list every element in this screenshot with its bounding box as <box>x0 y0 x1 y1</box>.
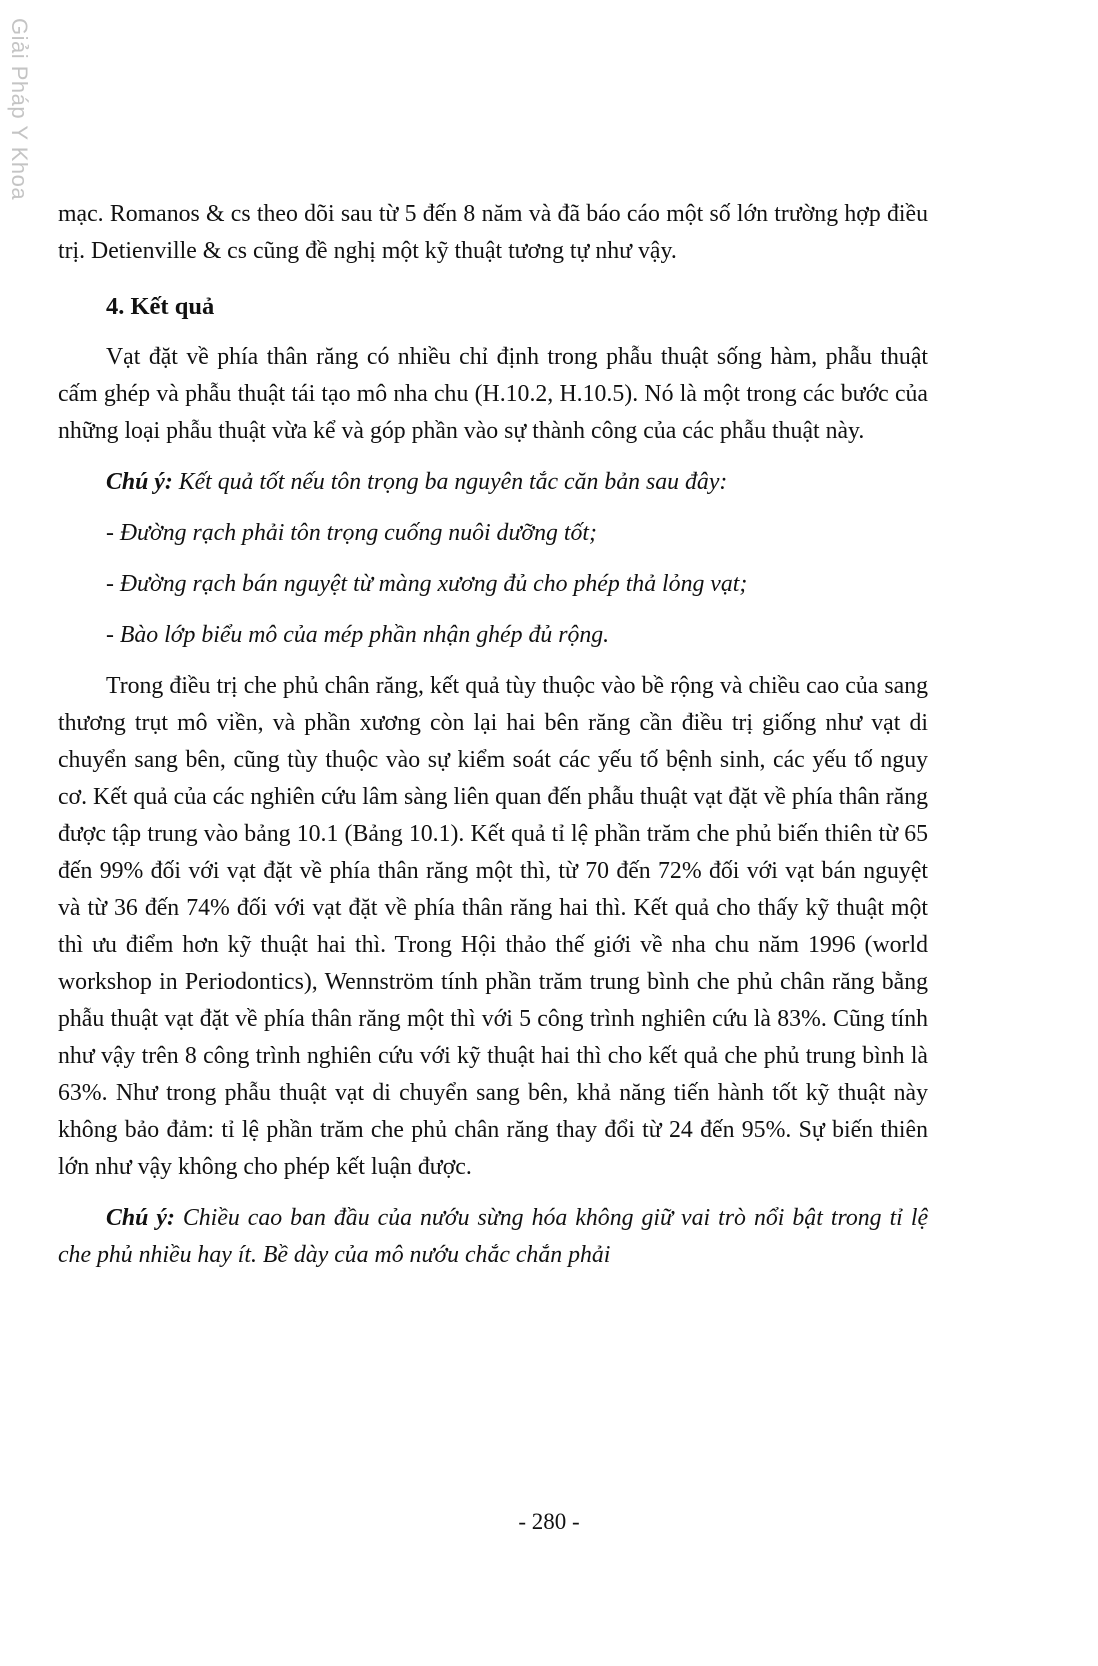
page-body <box>58 196 928 1288</box>
note-1 <box>58 464 928 501</box>
watermark: Giải Pháp Y Khoa <box>7 18 32 201</box>
page-number: - 280 - <box>518 1509 580 1534</box>
note-2-label: Chú ý: <box>106 1205 175 1231</box>
intro-paragraph: mạc. Romanos & cs theo dõi sau từ 5 đến 8 năm và đã báo cáo một số lớn trường hợp điều trị. Detienville & cs cũng đề nghị một kỹ thuật tương tự như vậy. <box>58 201 928 264</box>
paragraph-1: Vạt đặt về phía thân răng có nhiều chỉ định trong phẫu thuật sống hàm, phẫu thuật cấm ghép và phẫu thuật tái tạo mô nha chu (H.10.2, H.10.5). Nó là một trong các bước của những loại phẫu thuật vừa kể và góp phần vào sự thành công của các phẫu thuật này. <box>58 344 928 444</box>
list-item: - Đường rạch phải tôn trọng cuống nuôi dưỡng tốt; <box>106 520 597 546</box>
list-item: - Đường rạch bán nguyệt từ màng xương đủ cho phép thả lỏng vạt; <box>106 571 748 597</box>
paragraph-2: Trong điều trị che phủ chân răng, kết quả tùy thuộc vào bề rộng và chiều cao của sang thương trụt mô viền, và phần xương còn lại hai bên răng cần điều trị giống như vạt di chuyển sang bên, cũng tùy thuộc vào sự kiểm soát các yếu tố bệnh sinh, các yếu tố nguy cơ. Kết quả của các nghiên cứu lâm sàng liên quan đến phẫu thuật vạt đặt về phía thân răng được tập trung vào bảng 10.1 (Bảng 10.1). Kết quả tỉ lệ phần trăm che phủ biến thiên từ 65 đến 99% đối với vạt đặt về phía thân răng một thì, từ 70 đến 72% đối với vạt bán nguyệt và từ 36 đến 74% đối với vạt đặt về phía thân răng hai thì. Kết quả cho thấy kỹ thuật một thì ưu điểm hơn kỹ thuật hai thì. Trong Hội thảo thế giới về nha chu năm 1996 (world workshop in Periodontics), Wennström tính phần trăm trung bình che phủ chân răng bằng phẫu thuật vạt đặt về phía thân răng một thì với 5 công trình nghiên cứu là 83%. Cũng tính như vậy trên 8 công trình nghiên cứu với kỹ thuật hai thì cho kết quả che phủ trung bình là 63%. Như trong phẫu thuật vạt di chuyển sang bên, khả năng tiến hành tốt kỹ thuật này không bảo đảm: tỉ lệ phần trăm che phủ chân răng thay đổi từ 24 đến 95%. Sự biến thiên lớn như vậy không cho phép kết luận được. <box>58 673 928 1180</box>
note-2-text: Chiều cao ban đầu của nướu sừng hóa không giữ vai trò nổi bật trong tỉ lệ che phủ nhiều hay ít. Bề dày của mô nướu chắc chắn phải <box>58 1205 929 1268</box>
list-item: - Bào lớp biểu mô của mép phần nhận ghép đủ rộng. <box>106 622 610 648</box>
note-1-text: Kết quả tốt nếu tôn trọng ba nguyên tắc căn bản sau đây: <box>172 469 728 495</box>
section-heading: 4. Kết quả <box>106 293 215 320</box>
note-1-label: Chú ý: <box>106 469 173 495</box>
note-2 <box>58 1200 928 1274</box>
